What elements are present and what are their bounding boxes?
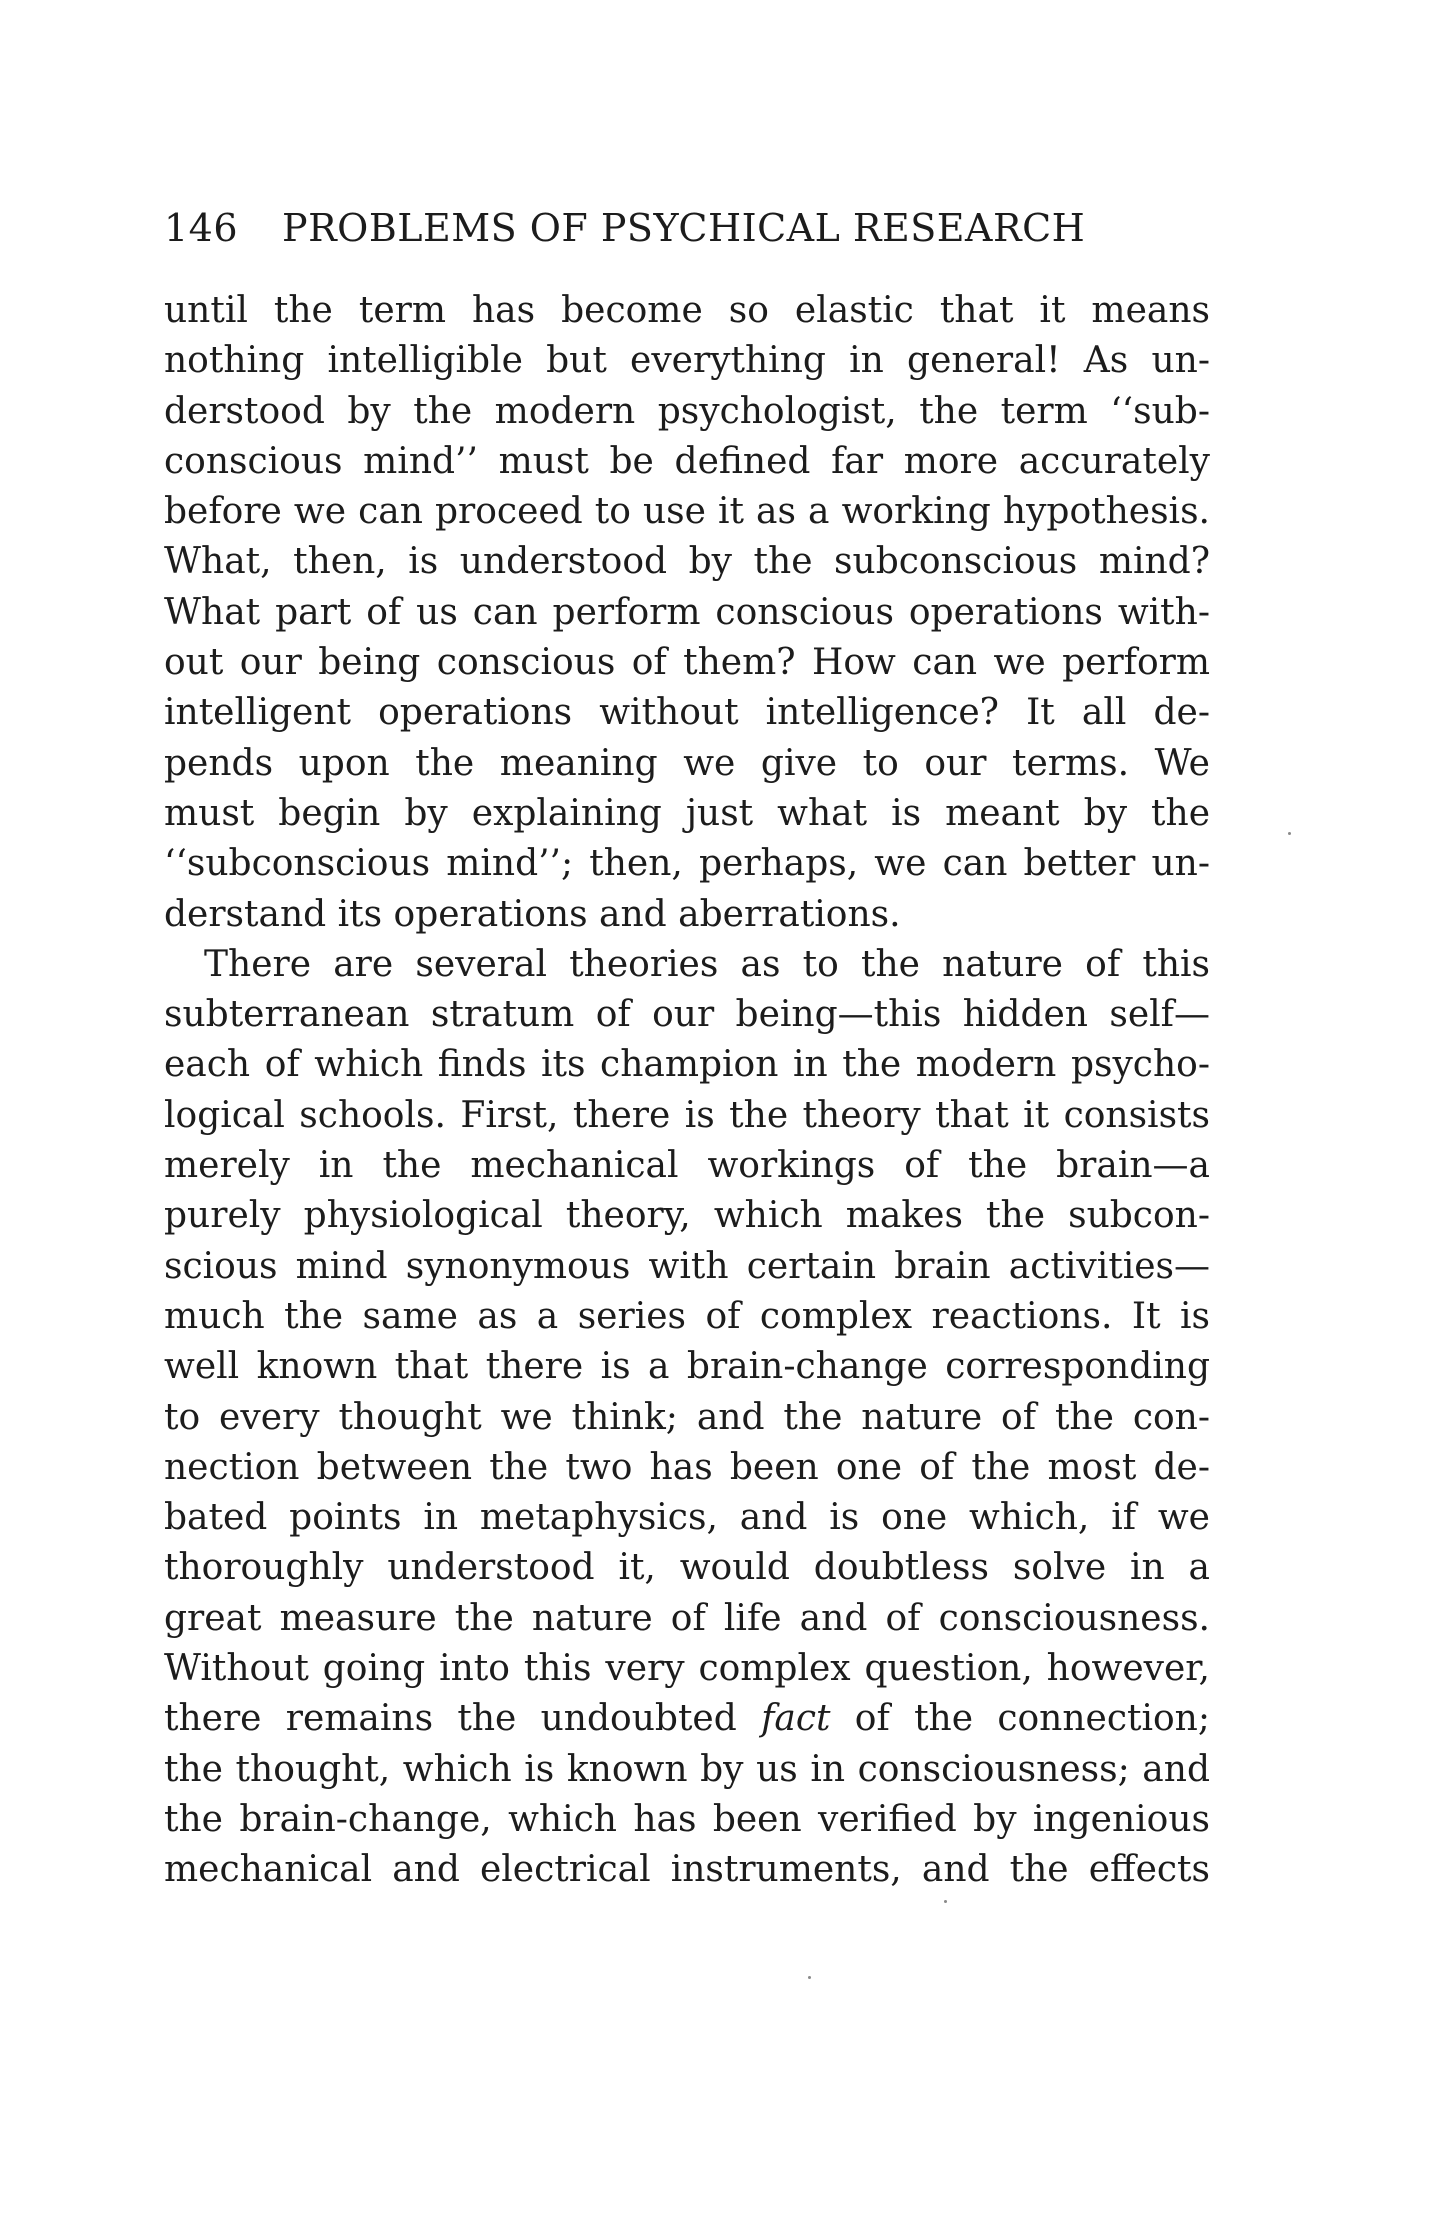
text-line: until the term has become so elastic that it means — [164, 290, 1210, 331]
text-line: each of which finds its champion in the modern psycho- — [164, 1044, 1210, 1086]
text-line: bated points in metaphysics, and is one which, if we — [164, 1497, 1210, 1539]
text-line: purely physiological theory, which makes the subcon- — [164, 1195, 1210, 1237]
text-line: pends upon the meaning we give to our terms. We — [164, 742, 1210, 784]
text-line: subterranean stratum of our being—this hidden self— — [164, 994, 1210, 1036]
paragraph — [164, 286, 1210, 940]
text-line: conscious mind’’ must be defined far more accurately — [164, 440, 1210, 482]
paper-speck — [944, 1900, 947, 1903]
text-line: mechanical and electrical instruments, and the effects — [164, 1849, 1210, 1891]
paragraph — [164, 940, 1210, 1896]
text-line: What part of us can perform conscious operations with- — [164, 591, 1210, 633]
text-line: much the same as a series of complex reactions. It is — [164, 1295, 1210, 1337]
running-head — [164, 198, 1210, 258]
text-line: What, then, is understood by the subconscious mind? — [164, 541, 1210, 583]
text-line: must begin by explaining just what is meant by the — [164, 792, 1210, 834]
text-line: thoroughly understood it, would doubtless solve in a — [164, 1547, 1210, 1589]
text-line: nothing intelligible but everything in general! As un- — [164, 340, 1210, 382]
text-line: the thought, which is known by us in consciousness; and — [164, 1748, 1210, 1790]
text-line: to every thought we think; and the nature of the con- — [164, 1396, 1210, 1438]
text-line: out our being conscious of them? How can we perform — [164, 642, 1210, 684]
text-line: great measure the nature of life and of consciousness. — [164, 1597, 1210, 1639]
text-line: the brain-change, which has been verified by ingenious — [164, 1798, 1210, 1840]
text-line: derstand its operations and aberrations. — [164, 893, 901, 935]
text-line: ‘‘subconscious mind’’; then, perhaps, we can better un- — [164, 843, 1210, 885]
text-line: derstood by the modern psychologist, the term ‘‘sub- — [164, 390, 1210, 432]
text-segment: there remains the undoubted — [164, 1698, 762, 1740]
italic-word: fact — [761, 1698, 831, 1740]
text-line: before we can proceed to use it as a working hypothesis. — [164, 491, 1210, 533]
text-line: merely in the mechanical workings of the brain—a — [164, 1145, 1210, 1187]
text-line: nection between the two has been one of the most de- — [164, 1446, 1210, 1488]
text-line: scious mind synonymous with certain brain activities— — [164, 1245, 1210, 1287]
paper-speck — [1288, 832, 1291, 835]
page-number: 146 — [164, 206, 239, 250]
text-line: well known that there is a brain-change corresponding — [164, 1346, 1210, 1388]
text-line: logical schools. First, there is the theory that it consists — [164, 1094, 1210, 1136]
text-line: Without going into this very complex question, however, — [164, 1648, 1210, 1690]
paper-speck — [808, 1976, 811, 1979]
text-line-with-italic — [164, 1694, 1210, 1744]
text-segment: of the connection; — [830, 1698, 1210, 1740]
running-title: PROBLEMS OF PSYCHICAL RESEARCH — [282, 206, 1086, 250]
body-text — [164, 286, 1210, 1896]
text-line: There are several theories as to the nature of this — [204, 943, 1210, 985]
text-line: intelligent operations without intelligence? It all de- — [164, 692, 1210, 734]
